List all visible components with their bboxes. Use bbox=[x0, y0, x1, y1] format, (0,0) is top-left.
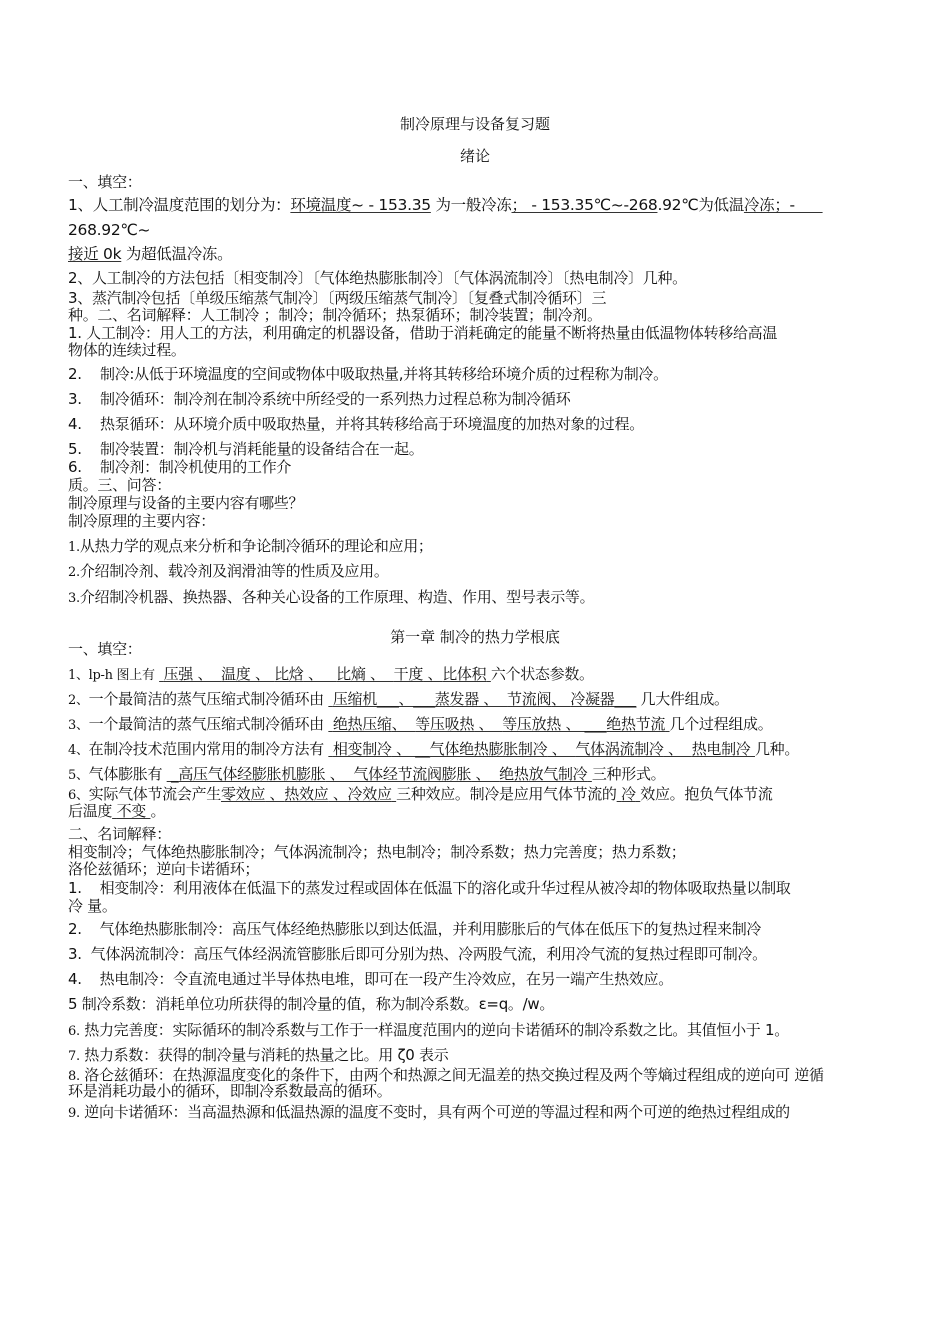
intro-fill-q3-cont: 种。二、名词解释：人工制冷 ；制冷；制冷循环；热泵循环；制冷装置；制冷剂。 bbox=[68, 306, 602, 324]
intro-fill-heading: 一、填空： bbox=[68, 173, 142, 191]
ch1-def-8-cont: 环是消耗功最小的循环，即制冷系数最高的循环。 bbox=[68, 1082, 392, 1100]
ch1-def-1: 1. 相变制冷：利用液体在低温下的蒸发过程或固体在低温下的溶化或升华过程从被冷却的物体吸取热量以制取 bbox=[68, 879, 791, 897]
ch1-fill-q4: 4、在制冷技术范围内常用的制冷方法有 相变制冷 、 __气体绝热膨胀制冷 、 气体涡流制冷 、 热电制冷 几种。 bbox=[68, 740, 800, 758]
ch1-fill-q3: 3、一个最简洁的蒸气压缩式制冷循环由 绝热压缩、 等压吸热 、 等压放热 、 ___绝热节流 几个过程组成。 bbox=[68, 715, 773, 733]
intro-def-4: 4. 热泵循环：从环境介质中吸取热量，并将其转移给高于环境温度的加热对象的过程。 bbox=[68, 415, 644, 433]
ch1-fill-q6-cont: 后温度 不变 。 bbox=[68, 802, 166, 820]
blank: 冷冻；- bbox=[743, 196, 823, 214]
qa-item-1: 1.从热力学的观点来分析和争论制冷循环的理论和应用； bbox=[68, 537, 433, 555]
qa-heading: 质。三、问答： bbox=[68, 476, 171, 494]
ch1-terms-heading: 二、名词解释： bbox=[68, 825, 171, 843]
intro-fill-q3: 3、蒸汽制冷包括〔单级压缩蒸气制冷〕〔两级压缩蒸气制冷〕〔复叠式制冷循环〕三 bbox=[68, 289, 607, 307]
ch1-def-1-cont: 冷 量。 bbox=[68, 897, 117, 915]
qa-answer-intro: 制冷原理的主要内容： bbox=[68, 512, 216, 530]
ch1-def-6: 6. 热力完善度：实际循环的制冷系数与工作于一样温度范围内的逆向卡诺循环的制冷系数之比。其值恒小于 1。 bbox=[68, 1021, 789, 1039]
intro-fill-q1: 1、人工制冷温度范围的划分为：环境温度~ - 153.35 为一般冷冻； - 153.35℃~-268.92℃为低温冷冻；- bbox=[68, 196, 823, 214]
ch1-def-4: 4. 热电制冷：令直流电通过半导体热电堆，即可在一段产生冷效应，在另一端产生热效应。 bbox=[68, 970, 673, 988]
intro-fill-q1-line2: 268.92℃~ bbox=[68, 221, 151, 239]
ch1-def-9: 9. 逆向卡诺循环：当高温热源和低温热源的温度不变时，具有两个可逆的等温过程和两个可逆的绝热过程组成的 bbox=[68, 1103, 790, 1121]
blank: 环境温度~ - 153.35 bbox=[290, 196, 431, 214]
ch1-def-7: 7. 热力系数：获得的制冷量与消耗的热量之比。用 ζ0 表示 bbox=[68, 1046, 449, 1064]
intro-heading: 绪论 bbox=[459, 147, 490, 165]
ch1-def-3: 3. 气体涡流制冷：高压气体经涡流管膨胀后即可分别为热、冷两股气流，利用冷气流的复热过程即可制冷。 bbox=[68, 945, 767, 963]
intro-def-2: 2. 制冷:从低于环境温度的空间或物体中吸取热量,并将其转移给环境介质的过程称为制冷。 bbox=[68, 365, 668, 383]
intro-def-5: 5. 制冷装置：制冷机与消耗能量的设备结合在一起。 bbox=[68, 440, 424, 458]
qa-item-2: 2.介绍制冷剂、载冷剂及润滑油等的性质及应用。 bbox=[68, 562, 389, 580]
intro-def-1-cont: 物体的连续过程。 bbox=[68, 341, 186, 359]
qa-item-3: 3.介绍制冷机器、换热器、各种关心设备的工作原理、构造、作用、型号表示等。 bbox=[68, 588, 595, 606]
intro-fill-q1-line3: 接近 0k 为超低温冷冻。 bbox=[68, 245, 233, 263]
chapter1-fill-heading: 一、填空： bbox=[68, 640, 142, 658]
intro-fill-q2: 2、人工制冷的方法包括〔相变制冷〕〔气体绝热膨胀制冷〕〔气体涡流制冷〕〔热电制冷〕几种。 bbox=[68, 269, 687, 287]
ch1-fill-q6: 6、实际气体节流会产生零效应 、热效应 、冷效应 三种效应。制冷是应用气体节流的 冷 效应。抱负气体节流 bbox=[68, 785, 773, 803]
ch1-def-5: 5 制冷系数：消耗单位功所获得的制冷量的值，称为制冷系数。ε=q。/w。 bbox=[68, 995, 555, 1013]
ch1-terms-line2: 洛伦兹循环；逆向卡诺循环； bbox=[68, 860, 260, 878]
blank: 接近 0k bbox=[68, 245, 122, 263]
qa-question: 制冷原理与设备的主要内容有哪些？ bbox=[68, 494, 304, 512]
ch1-fill-q5: 5、气体膨胀有 _高压气体经膨胀机膨胀 、 气体经节流阀膨胀 、 绝热放气制冷 三种形式。 bbox=[68, 765, 666, 783]
ch1-fill-q1: 1、lp-h 图上有 压强 、 温度 、 比焓 、 比熵 、 干度 、比体积 六个状态参数。 bbox=[68, 665, 594, 683]
intro-def-6: 6. 制冷剂：制冷机使用的工作介 bbox=[68, 458, 292, 476]
intro-def-3: 3. 制冷循环：制冷剂在制冷系统中所经受的一系列热力过程总称为制冷循环 bbox=[68, 390, 571, 408]
ch1-fill-q2: 2、一个最简洁的蒸气压缩式制冷循环由 压缩机___、___蒸发器 、 节流阀、 冷凝器___ 几大件组成。 bbox=[68, 690, 729, 708]
ch1-terms-line1: 相变制冷；气体绝热膨胀制冷；气体涡流制冷；热电制冷；制冷系数；热力完善度；热力系数； bbox=[68, 843, 686, 861]
blank: ； - 153.35℃~-268 bbox=[511, 196, 658, 214]
chapter1-heading: 第一章 制冷的热力学根底 bbox=[390, 628, 560, 646]
ch1-def-8: 8. 洛仑兹循环：在热源温度变化的条件下，由两个和热源之间无温差的热交换过程及两个等熵过程组成的逆向可 逆循 bbox=[68, 1066, 824, 1084]
ch1-def-2: 2. 气体绝热膨胀制冷：高压气体经绝热膨胀以到达低温，并利用膨胀后的气体在低压下的复热过程来制冷 bbox=[68, 920, 762, 938]
intro-def-1: 1. 人工制冷：用人工的方法，利用确定的机器设备，借助于消耗确定的能量不断将热量由低温物体转移给高温 bbox=[68, 324, 778, 342]
document-title: 制冷原理与设备复习题 bbox=[399, 115, 550, 133]
